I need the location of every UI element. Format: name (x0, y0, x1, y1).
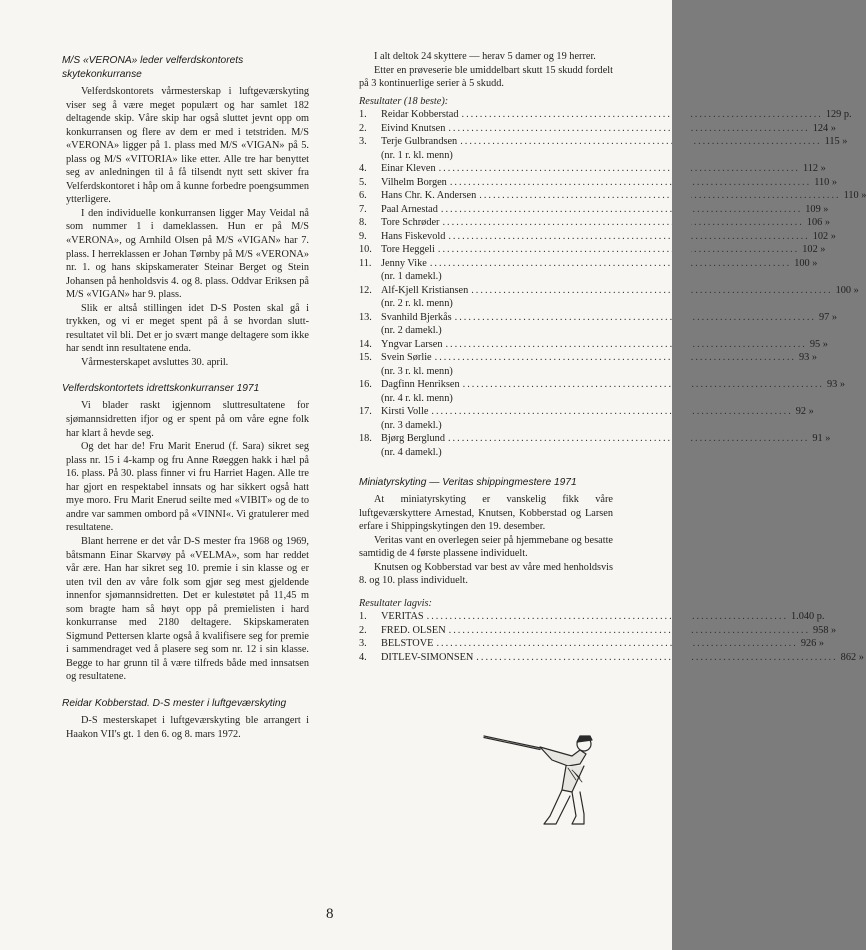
result-rank: 1. (359, 611, 367, 623)
result-score: 97 » (819, 311, 838, 323)
result-rank: 4. (359, 651, 367, 663)
list-item (359, 135, 848, 162)
dot-leader (427, 610, 788, 624)
result-rank: 6. (359, 190, 367, 202)
dot-leader (448, 432, 809, 446)
result-note: (nr. 2 damekl.) (381, 325, 442, 337)
paragraph: At miniatyrskyting er vanskelig fikk våre luftgeværskyttere Arnestad, Knutsen, Kobberstad og Larsen erfare i Shippingskytingen den 19. desember. (359, 494, 613, 533)
result-rank: 2. (359, 122, 367, 134)
section-title-verona: M/S «VERONA» leder velferdskontorets skytekonkurranse (62, 55, 244, 80)
result-score: 93 » (827, 379, 846, 391)
result-score: 109 » (805, 203, 829, 215)
result-rank: 1. (359, 109, 367, 121)
list-item (359, 405, 814, 432)
result-score: 110 » (814, 176, 838, 188)
list-item (359, 162, 826, 176)
result-name: Paal Arnestad (381, 203, 438, 215)
paragraph: Knutsen og Kobberstad var best av våre med henholdsvis 8. og 10. plass individuelt. (359, 561, 613, 587)
result-score: 958 » (813, 624, 837, 636)
paragraph: Velferdskontorets vårmesterskap i luftgeværskyting viser seg å være meget populært og har samlet 182 deltagende skip. Våre skip har også sluttet jevnt opp om konkurransen og flere av dem er med i tetstriden. M/S «VERONA» ligger på 1. plass med M/S «VIGAN» på 5. plass og M/S «VITORIA» like etter. Alle tre har benyttet seg av anledningen til å få tilsendt nytt sett skiver fra Velferdskontoret i håp om å kunne forbedre poengsummen ytterligere. (66, 86, 309, 206)
result-rank: 9. (359, 230, 367, 242)
result-score: 100 » (835, 284, 859, 296)
result-name: Alf-Kjell Kristiansen (381, 284, 469, 296)
result-rank: 5. (359, 176, 367, 188)
result-name: Tore Heggeli (381, 244, 435, 256)
list-item (359, 338, 828, 352)
dot-leader (436, 637, 797, 651)
result-score: 95 » (809, 338, 828, 350)
right-column (359, 50, 866, 664)
dot-leader (479, 189, 840, 203)
result-rank: 15. (359, 352, 372, 364)
dot-leader (431, 405, 792, 419)
dot-leader (438, 243, 799, 257)
result-note: (nr. 1 damekl.) (381, 271, 442, 283)
result-score: 91 » (812, 433, 831, 445)
dot-leader (471, 284, 832, 298)
result-name: Hans Fiskevold (381, 230, 446, 242)
section-title-miniatyrskyting: Miniatyrskyting — Veritas shippingmestere 1971 (359, 477, 577, 489)
list-item (359, 122, 836, 136)
list-item (359, 243, 826, 257)
result-score: 1.040 p. (791, 611, 825, 623)
result-score: 129 p. (825, 109, 852, 121)
result-score: 926 » (800, 638, 824, 650)
left-column (62, 54, 309, 741)
result-name: Eivind Knutsen (381, 122, 446, 134)
dot-leader (435, 351, 796, 365)
result-name: DITLEV-SIMONSEN (381, 651, 474, 663)
result-note: (nr. 3 r. kl. menn) (381, 365, 453, 377)
list-item (359, 189, 866, 203)
page-number: 8 (326, 906, 334, 922)
result-note: (nr. 3 damekl.) (381, 419, 442, 431)
paragraph: D-S mesterskapet i luftgeværskyting ble arrangert i Haakon VII's gt. 1 den 6. og 8. mars 1972. (66, 714, 309, 740)
dot-leader (448, 230, 809, 244)
list-item (359, 637, 824, 651)
list-item (359, 176, 838, 190)
result-name: Tore Schrøder (381, 217, 440, 229)
result-rank: 13. (359, 311, 372, 323)
result-score: 112 » (802, 163, 826, 175)
result-name: VERITAS (381, 611, 424, 623)
result-name: Svanhild Bjerkås (381, 311, 452, 323)
list-item (359, 351, 818, 378)
result-score: 110 » (843, 190, 866, 202)
dot-leader (430, 257, 791, 271)
result-score: 102 » (802, 244, 826, 256)
result-rank: 18. (359, 433, 372, 445)
dot-leader (439, 162, 800, 176)
paragraph: Og det har de! Fru Marit Enerud (f. Sara) sikret seg plass nr. 15 i 4-kamp og fru Anne Røeggen hakk i hæl på 16. plass. På 30. plass finner vi fru Harriet Hagen. Alle tre har gjort en respektabel innsats og har sikkert også hatt mye moro. Fru Marit Enerud seilte med «VIBIT» og de to andre var sammen ombord på «VINNI«. Vi gratulerer med resultatene. (66, 441, 309, 534)
dot-leader (448, 122, 809, 136)
result-score: 124 » (812, 122, 836, 134)
result-score: 100 » (794, 257, 818, 269)
paragraph: Etter en prøveserie ble umiddelbart skutt 15 skudd fordelt på 3 kontinuerlige serier à 5 skudd. (359, 64, 613, 90)
result-name: Hans Chr. K. Andersen (381, 190, 477, 202)
dot-leader (442, 216, 803, 230)
result-rank: 10. (359, 244, 372, 256)
paragraph: I alt deltok 24 skyttere — herav 5 damer og 19 herrer. (374, 51, 596, 62)
result-score: 115 » (824, 136, 848, 148)
list-item (359, 378, 846, 405)
team-results-list (359, 610, 864, 664)
result-score: 102 » (812, 230, 836, 242)
result-name: Dagfinn Henriksen (381, 379, 460, 391)
result-name: Kirsti Volle (381, 406, 429, 418)
result-rank: 7. (359, 203, 367, 215)
section-title-idrettskonkurranser: Velferdskontortets idrettskonkurranser 1971 (62, 383, 260, 395)
dot-leader (445, 338, 806, 352)
list-item (359, 610, 825, 624)
list-item (359, 230, 836, 244)
list-item (359, 432, 831, 459)
result-score: 93 » (799, 352, 818, 364)
result-name: Jenny Vike (381, 257, 427, 269)
paragraph: I den individuelle konkurransen ligger May Veidal nå som nummer 1 i dameklassen. Hun er på M/S «VERONA», og Arnhild Olsen på M/S «VIGAN» har 7. plass. I herreklassen er Johan Tørnby på M/S «VERONA» nr. 1. og hans skipskamerater Steinar Berget og Stein Johansen på henholdsvis 4. og 8. plass. Oddvar Eriksen på M/S «VIGAN» har 9. plass. (66, 207, 309, 301)
result-name: Einar Kleven (381, 163, 436, 175)
result-name: BELSTOVE (381, 638, 434, 650)
list-item (359, 651, 864, 665)
result-rank: 12. (359, 284, 372, 296)
result-note: (nr. 4 damekl.) (381, 446, 442, 458)
result-name: Yngvar Larsen (381, 338, 443, 350)
list-item (359, 284, 859, 311)
result-rank: 11. (359, 257, 372, 269)
dot-leader (476, 651, 837, 665)
list-item (359, 257, 818, 284)
result-score: 862 » (840, 651, 864, 663)
result-rank: 2. (359, 624, 367, 636)
list-item (359, 311, 838, 338)
dot-leader (460, 135, 821, 149)
rifle-shooter-illustration (480, 720, 600, 830)
result-score: 92 » (795, 406, 814, 418)
result-name: Terje Gulbrandsen (381, 136, 458, 148)
result-name: Reidar Kobberstad (381, 109, 459, 121)
paragraph: Vårmesterskapet avsluttes 30. april. (81, 356, 229, 368)
list-item (359, 108, 852, 122)
result-name: Svein Sørlie (381, 352, 432, 364)
result-note: (nr. 2 r. kl. menn) (381, 298, 453, 310)
result-score: 106 » (806, 217, 831, 229)
result-rank: 3. (359, 136, 367, 148)
results-title: Resultater (18 beste): (359, 95, 449, 107)
paragraph: Vi blader raskt igjennom sluttresultatene for sjømannsidretten ifjor og er spent på om våre egne folk har klart å hevde seg. (66, 400, 309, 439)
result-name: FRED. OLSEN (381, 624, 446, 636)
result-rank: 16. (359, 379, 372, 391)
result-rank: 14. (359, 338, 372, 350)
dot-leader (455, 311, 816, 325)
result-rank: 3. (359, 638, 367, 650)
list-item (359, 203, 829, 217)
list-item (359, 216, 831, 230)
dot-leader (441, 203, 802, 217)
dot-leader (449, 624, 810, 638)
paragraph: Slik er altså stillingen idet D-S Posten skal gå i trykken, og vi er meget spent på å se hvordan slutt-resultatet vil bli. Det er jo svært mange deltagere som ikke har sendt inn resultatene enda. (66, 302, 309, 355)
result-note: (nr. 4 r. kl. menn) (381, 392, 453, 404)
section-title-kobberstad: Reidar Kobberstad. D-S mester i luftgeværskyting (62, 697, 287, 709)
result-name: Vilhelm Borgen (381, 176, 447, 188)
list-item (359, 624, 837, 638)
team-results-title: Resultater lagvis: (359, 597, 432, 609)
paragraph: Veritas vant en overlegen seier på hjemmebane og besatte samtidig de 4 første plassene individuelt. (359, 534, 613, 560)
paragraph: Blant herrene er det vår D-S mester fra 1968 og 1969, båtsmann Einar Skarvøy på «VELMA», som har reddet vår ære. Han har sikret seg 10. premie i sin klasse og er uten tvil den av våre folk som gjør seg mest gjeldende innenfor sjømannsidretten. Det er kulestøtet på 11,45 m som bragte ham så høyt opp på premielisten i hard konkurranse med 2180 deltagere. Skipskameraten Sigmund Pettersen klarte også å kvalifisere seg for premie i sammendraget ved å plasere seg som nr. 12 i sin klasse. Begge to har grunn til å være tilfreds både med innsatsen og resultatene. (66, 535, 309, 683)
result-rank: 8. (359, 217, 367, 229)
result-note: (nr. 1 r. kl. menn) (381, 149, 453, 161)
result-rank: 4. (359, 163, 367, 175)
results-list (359, 108, 866, 459)
result-rank: 17. (359, 406, 372, 418)
dot-leader (463, 378, 824, 392)
result-name: Bjørg Berglund (381, 433, 445, 445)
dot-leader (462, 108, 823, 122)
dot-leader (450, 176, 811, 190)
page-edge (672, 0, 691, 950)
